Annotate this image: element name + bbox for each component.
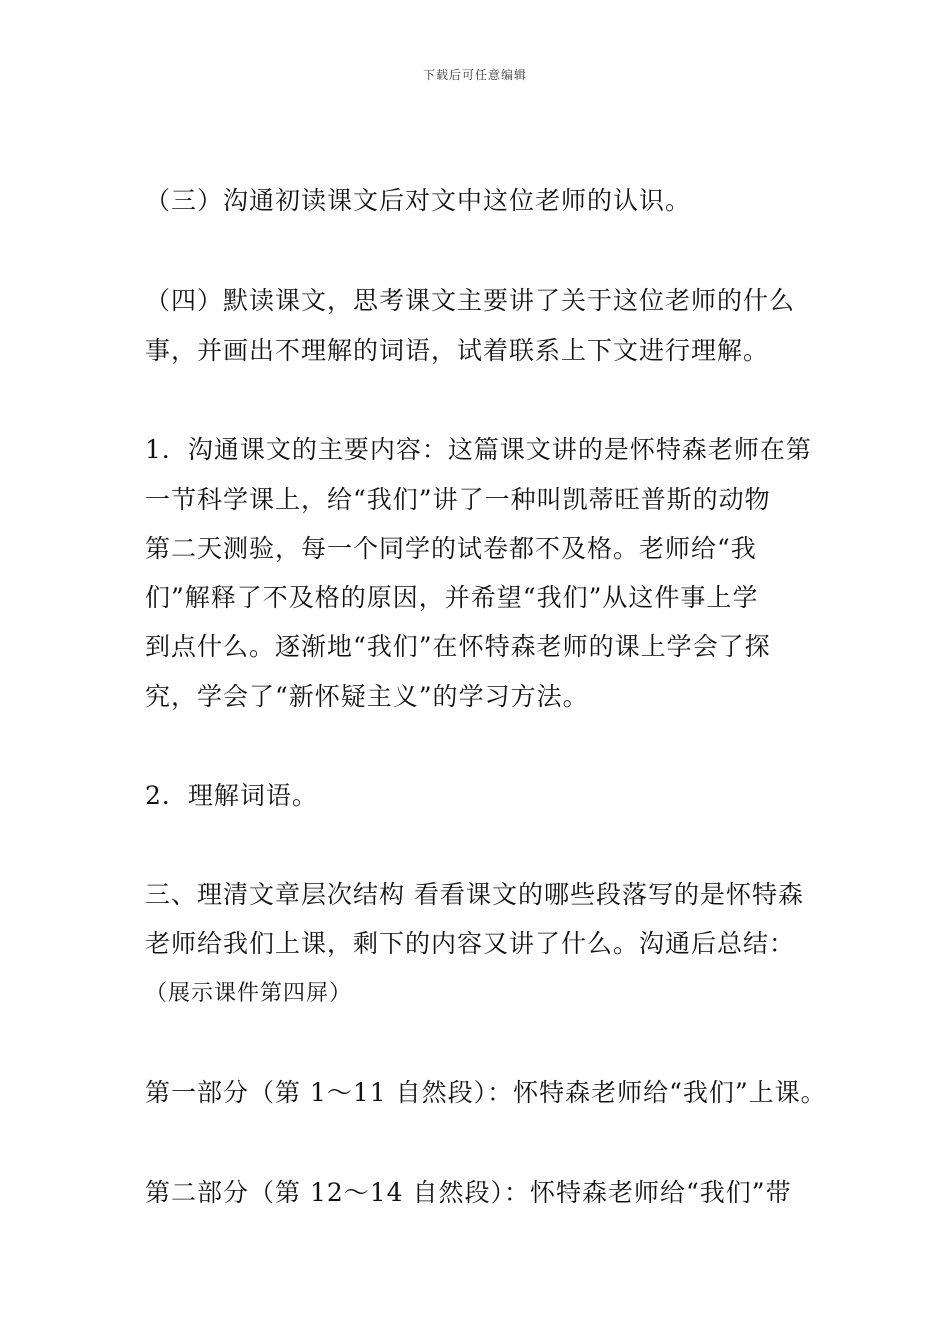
paragraph-line: 事，并画出不理解的词语，试着联系上下文进行理解。 — [145, 336, 770, 365]
paragraph-line: 三、理清文章层次结构 看看课文的哪些段落写的是怀特森 — [145, 880, 804, 909]
paragraph-line: （四）默读课文，思考课文主要讲了关于这位老师的什么 — [145, 286, 796, 315]
paragraph-line: （三）沟通初读课文后对文中这位老师的认识。 — [145, 186, 692, 215]
paragraph-line: 一节科学课上，给“我们”讲了一种叫凯蒂旺普斯的动物 — [145, 485, 771, 514]
paragraph-line: 1．沟通课文的主要内容：这篇课文讲的是怀特森老师在第 — [145, 435, 812, 464]
paragraph-line: 们”解释了不及格的原因，并希望“我们”从这件事上学 — [145, 583, 759, 612]
paragraph-line: （展示课件第四屏） — [145, 981, 353, 1006]
paragraph-line: 究，学会了“新怀疑主义”的学习方法。 — [145, 682, 589, 711]
paragraph-line: 到点什么。逐渐地“我们”在怀特森老师的课上学会了探 — [145, 632, 771, 661]
paragraph-line: 2．理解词语。 — [145, 781, 318, 810]
page-header-note: 下载后可任意编辑 — [422, 68, 527, 82]
paragraph-line: 第二天测验，每一个同学的试卷都不及格。老师给“我 — [145, 534, 757, 563]
paragraph-line: 第一部分（第 1～11 自然段）：怀特森老师给“我们”上课。 — [145, 1078, 827, 1107]
paragraph-line: 第二部分（第 12～14 自然段）：怀特森老师给“我们”带 — [145, 1178, 792, 1207]
paragraph-line: 老师给我们上课，剩下的内容又讲了什么。沟通后总结： — [145, 929, 796, 958]
